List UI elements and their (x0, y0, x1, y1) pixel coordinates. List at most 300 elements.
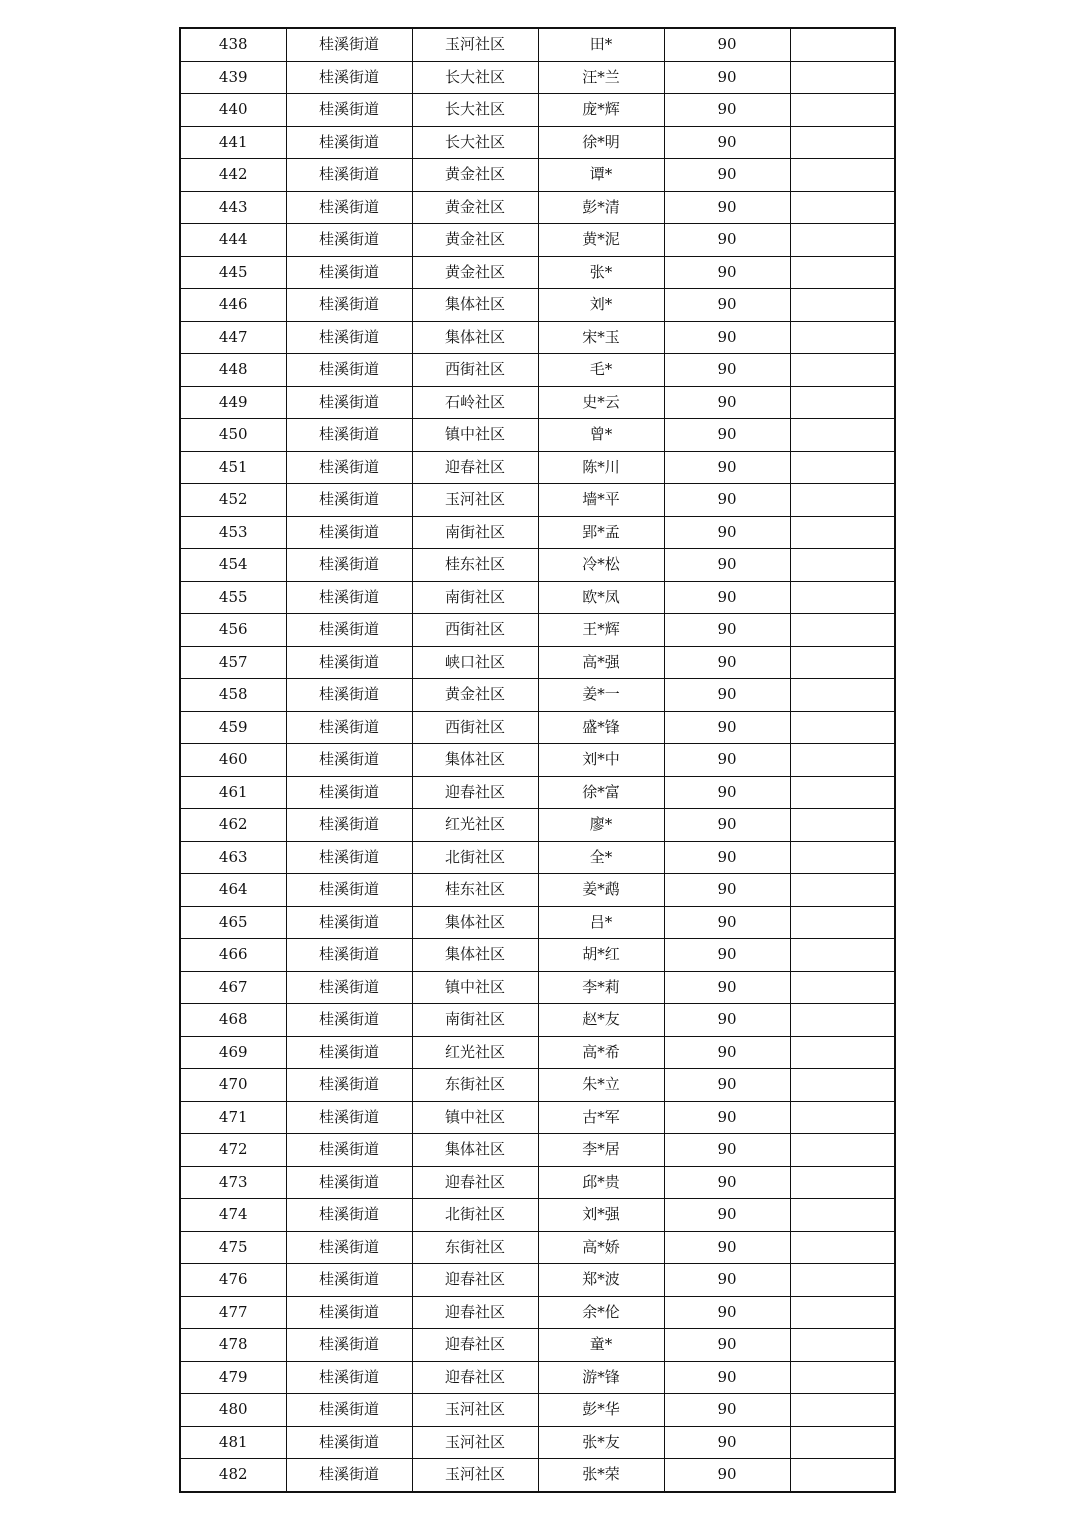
name-cell: 高*希 (538, 1036, 664, 1069)
score-cell: 90 (664, 256, 790, 289)
community-cell: 集体社区 (412, 321, 538, 354)
serial-number-cell: 472 (180, 1134, 286, 1167)
name-cell: 黄*泥 (538, 224, 664, 257)
score-cell: 90 (664, 1036, 790, 1069)
serial-number-cell: 475 (180, 1231, 286, 1264)
table-row (180, 776, 895, 809)
score-cell: 90 (664, 1264, 790, 1297)
serial-number-cell: 458 (180, 679, 286, 712)
street-cell: 桂溪街道 (286, 126, 412, 159)
name-cell: 盛*锋 (538, 711, 664, 744)
table-row (180, 354, 895, 387)
score-cell: 90 (664, 354, 790, 387)
name-cell: 吕* (538, 906, 664, 939)
community-cell: 东街社区 (412, 1231, 538, 1264)
street-cell: 桂溪街道 (286, 419, 412, 452)
community-cell: 迎春社区 (412, 1329, 538, 1362)
remarks-cell (790, 1069, 895, 1102)
remarks-cell (790, 776, 895, 809)
community-cell: 桂东社区 (412, 874, 538, 907)
name-cell: 刘* (538, 289, 664, 322)
remarks-cell (790, 516, 895, 549)
remarks-cell (790, 126, 895, 159)
community-cell: 迎春社区 (412, 1361, 538, 1394)
score-cell: 90 (664, 614, 790, 647)
remarks-cell (790, 906, 895, 939)
community-cell: 玉河社区 (412, 1459, 538, 1492)
table-row (180, 1004, 895, 1037)
remarks-cell (790, 1459, 895, 1492)
name-cell: 张*荣 (538, 1459, 664, 1492)
table-row (180, 321, 895, 354)
street-cell: 桂溪街道 (286, 711, 412, 744)
serial-number-cell: 439 (180, 61, 286, 94)
name-cell: 郑*波 (538, 1264, 664, 1297)
street-cell: 桂溪街道 (286, 549, 412, 582)
serial-number-cell: 476 (180, 1264, 286, 1297)
table-row (180, 1394, 895, 1427)
street-cell: 桂溪街道 (286, 809, 412, 842)
name-cell: 王*辉 (538, 614, 664, 647)
remarks-cell (790, 321, 895, 354)
name-cell: 史*云 (538, 386, 664, 419)
score-cell: 90 (664, 906, 790, 939)
name-cell: 李*莉 (538, 971, 664, 1004)
community-cell: 南街社区 (412, 516, 538, 549)
community-cell: 迎春社区 (412, 776, 538, 809)
score-cell: 90 (664, 1361, 790, 1394)
score-cell: 90 (664, 94, 790, 127)
community-cell: 西街社区 (412, 711, 538, 744)
score-cell: 90 (664, 581, 790, 614)
community-cell: 镇中社区 (412, 1101, 538, 1134)
street-cell: 桂溪街道 (286, 451, 412, 484)
table-row (180, 906, 895, 939)
name-cell: 李*居 (538, 1134, 664, 1167)
remarks-cell (790, 289, 895, 322)
serial-number-cell: 454 (180, 549, 286, 582)
street-cell: 桂溪街道 (286, 61, 412, 94)
table-row (180, 874, 895, 907)
remarks-cell (790, 874, 895, 907)
table-row (180, 939, 895, 972)
serial-number-cell: 459 (180, 711, 286, 744)
remarks-cell (790, 191, 895, 224)
serial-number-cell: 444 (180, 224, 286, 257)
remarks-cell (790, 484, 895, 517)
community-cell: 集体社区 (412, 906, 538, 939)
serial-number-cell: 446 (180, 289, 286, 322)
serial-number-cell: 451 (180, 451, 286, 484)
street-cell: 桂溪街道 (286, 256, 412, 289)
community-cell: 桂东社区 (412, 549, 538, 582)
roster-table (179, 27, 896, 1493)
street-cell: 桂溪街道 (286, 1426, 412, 1459)
street-cell: 桂溪街道 (286, 874, 412, 907)
street-cell: 桂溪街道 (286, 841, 412, 874)
serial-number-cell: 462 (180, 809, 286, 842)
community-cell: 西街社区 (412, 614, 538, 647)
street-cell: 桂溪街道 (286, 484, 412, 517)
street-cell: 桂溪街道 (286, 1101, 412, 1134)
remarks-cell (790, 581, 895, 614)
score-cell: 90 (664, 776, 790, 809)
community-cell: 黄金社区 (412, 256, 538, 289)
name-cell: 冷*松 (538, 549, 664, 582)
street-cell: 桂溪街道 (286, 906, 412, 939)
score-cell: 90 (664, 289, 790, 322)
street-cell: 桂溪街道 (286, 28, 412, 61)
score-cell: 90 (664, 809, 790, 842)
serial-number-cell: 480 (180, 1394, 286, 1427)
street-cell: 桂溪街道 (286, 191, 412, 224)
score-cell: 90 (664, 1134, 790, 1167)
table-row (180, 646, 895, 679)
serial-number-cell: 448 (180, 354, 286, 387)
street-cell: 桂溪街道 (286, 1264, 412, 1297)
table-row (180, 841, 895, 874)
serial-number-cell: 482 (180, 1459, 286, 1492)
name-cell: 墙*平 (538, 484, 664, 517)
serial-number-cell: 452 (180, 484, 286, 517)
name-cell: 全* (538, 841, 664, 874)
serial-number-cell: 461 (180, 776, 286, 809)
remarks-cell (790, 809, 895, 842)
street-cell: 桂溪街道 (286, 354, 412, 387)
community-cell: 南街社区 (412, 581, 538, 614)
community-cell: 东街社区 (412, 1069, 538, 1102)
score-cell: 90 (664, 1101, 790, 1134)
table-row (180, 744, 895, 777)
street-cell: 桂溪街道 (286, 1296, 412, 1329)
table-row (180, 1101, 895, 1134)
table-row (180, 419, 895, 452)
score-cell: 90 (664, 1199, 790, 1232)
table-row (180, 679, 895, 712)
remarks-cell (790, 971, 895, 1004)
remarks-cell (790, 61, 895, 94)
remarks-cell (790, 1264, 895, 1297)
street-cell: 桂溪街道 (286, 744, 412, 777)
street-cell: 桂溪街道 (286, 321, 412, 354)
score-cell: 90 (664, 1069, 790, 1102)
serial-number-cell: 442 (180, 159, 286, 192)
serial-number-cell: 445 (180, 256, 286, 289)
street-cell: 桂溪街道 (286, 1004, 412, 1037)
serial-number-cell: 478 (180, 1329, 286, 1362)
remarks-cell (790, 1199, 895, 1232)
remarks-cell (790, 1101, 895, 1134)
name-cell: 邱*贵 (538, 1166, 664, 1199)
remarks-cell (790, 1134, 895, 1167)
street-cell: 桂溪街道 (286, 776, 412, 809)
remarks-cell (790, 1426, 895, 1459)
table-row (180, 224, 895, 257)
street-cell: 桂溪街道 (286, 289, 412, 322)
name-cell: 郢*孟 (538, 516, 664, 549)
community-cell: 黄金社区 (412, 679, 538, 712)
community-cell: 长大社区 (412, 61, 538, 94)
score-cell: 90 (664, 1004, 790, 1037)
table-row (180, 191, 895, 224)
street-cell: 桂溪街道 (286, 1361, 412, 1394)
remarks-cell (790, 28, 895, 61)
serial-number-cell: 449 (180, 386, 286, 419)
serial-number-cell: 474 (180, 1199, 286, 1232)
score-cell: 90 (664, 1426, 790, 1459)
serial-number-cell: 468 (180, 1004, 286, 1037)
remarks-cell (790, 679, 895, 712)
community-cell: 迎春社区 (412, 1296, 538, 1329)
street-cell: 桂溪街道 (286, 1134, 412, 1167)
table-row (180, 1166, 895, 1199)
name-cell: 游*锋 (538, 1361, 664, 1394)
score-cell: 90 (664, 28, 790, 61)
street-cell: 桂溪街道 (286, 581, 412, 614)
community-cell: 集体社区 (412, 939, 538, 972)
community-cell: 黄金社区 (412, 224, 538, 257)
table-row (180, 386, 895, 419)
name-cell: 宋*玉 (538, 321, 664, 354)
table-row (180, 581, 895, 614)
table-row (180, 1199, 895, 1232)
remarks-cell (790, 354, 895, 387)
remarks-cell (790, 841, 895, 874)
table-row (180, 1296, 895, 1329)
score-cell: 90 (664, 159, 790, 192)
community-cell: 黄金社区 (412, 191, 538, 224)
table-row (180, 1426, 895, 1459)
score-cell: 90 (664, 711, 790, 744)
remarks-cell (790, 1394, 895, 1427)
serial-number-cell: 466 (180, 939, 286, 972)
remarks-cell (790, 419, 895, 452)
name-cell: 徐*明 (538, 126, 664, 159)
name-cell: 彭*清 (538, 191, 664, 224)
remarks-cell (790, 939, 895, 972)
name-cell: 毛* (538, 354, 664, 387)
remarks-cell (790, 646, 895, 679)
serial-number-cell: 470 (180, 1069, 286, 1102)
community-cell: 集体社区 (412, 744, 538, 777)
table-row (180, 1231, 895, 1264)
name-cell: 汪*兰 (538, 61, 664, 94)
community-cell: 黄金社区 (412, 159, 538, 192)
community-cell: 红光社区 (412, 1036, 538, 1069)
community-cell: 玉河社区 (412, 484, 538, 517)
street-cell: 桂溪街道 (286, 224, 412, 257)
table-row (180, 126, 895, 159)
remarks-cell (790, 1036, 895, 1069)
street-cell: 桂溪街道 (286, 646, 412, 679)
name-cell: 谭* (538, 159, 664, 192)
score-cell: 90 (664, 484, 790, 517)
community-cell: 玉河社区 (412, 1394, 538, 1427)
name-cell: 徐*富 (538, 776, 664, 809)
street-cell: 桂溪街道 (286, 159, 412, 192)
serial-number-cell: 465 (180, 906, 286, 939)
street-cell: 桂溪街道 (286, 614, 412, 647)
score-cell: 90 (664, 1166, 790, 1199)
serial-number-cell: 447 (180, 321, 286, 354)
table-row (180, 1361, 895, 1394)
serial-number-cell: 471 (180, 1101, 286, 1134)
remarks-cell (790, 1231, 895, 1264)
table-row (180, 516, 895, 549)
score-cell: 90 (664, 1459, 790, 1492)
street-cell: 桂溪街道 (286, 1036, 412, 1069)
table-row (180, 1459, 895, 1492)
score-cell: 90 (664, 1296, 790, 1329)
score-cell: 90 (664, 191, 790, 224)
name-cell: 庞*辉 (538, 94, 664, 127)
serial-number-cell: 441 (180, 126, 286, 159)
score-cell: 90 (664, 61, 790, 94)
score-cell: 90 (664, 1329, 790, 1362)
remarks-cell (790, 256, 895, 289)
serial-number-cell: 440 (180, 94, 286, 127)
score-cell: 90 (664, 841, 790, 874)
community-cell: 北街社区 (412, 841, 538, 874)
remarks-cell (790, 744, 895, 777)
community-cell: 长大社区 (412, 126, 538, 159)
name-cell: 陈*川 (538, 451, 664, 484)
table-row (180, 711, 895, 744)
remarks-cell (790, 159, 895, 192)
score-cell: 90 (664, 874, 790, 907)
serial-number-cell: 456 (180, 614, 286, 647)
table-row (180, 1069, 895, 1102)
remarks-cell (790, 386, 895, 419)
remarks-cell (790, 224, 895, 257)
score-cell: 90 (664, 126, 790, 159)
score-cell: 90 (664, 321, 790, 354)
community-cell: 南街社区 (412, 1004, 538, 1037)
street-cell: 桂溪街道 (286, 1459, 412, 1492)
serial-number-cell: 467 (180, 971, 286, 1004)
serial-number-cell: 463 (180, 841, 286, 874)
community-cell: 镇中社区 (412, 419, 538, 452)
street-cell: 桂溪街道 (286, 679, 412, 712)
community-cell: 迎春社区 (412, 451, 538, 484)
table-row (180, 256, 895, 289)
street-cell: 桂溪街道 (286, 94, 412, 127)
street-cell: 桂溪街道 (286, 1166, 412, 1199)
roster-table-body (180, 28, 895, 1492)
table-row (180, 94, 895, 127)
name-cell: 彭*华 (538, 1394, 664, 1427)
street-cell: 桂溪街道 (286, 1199, 412, 1232)
community-cell: 峡口社区 (412, 646, 538, 679)
remarks-cell (790, 549, 895, 582)
name-cell: 童* (538, 1329, 664, 1362)
serial-number-cell: 443 (180, 191, 286, 224)
remarks-cell (790, 1329, 895, 1362)
score-cell: 90 (664, 549, 790, 582)
table-row (180, 159, 895, 192)
score-cell: 90 (664, 419, 790, 452)
community-cell: 长大社区 (412, 94, 538, 127)
remarks-cell (790, 614, 895, 647)
score-cell: 90 (664, 451, 790, 484)
name-cell: 刘*强 (538, 1199, 664, 1232)
name-cell: 高*强 (538, 646, 664, 679)
street-cell: 桂溪街道 (286, 939, 412, 972)
street-cell: 桂溪街道 (286, 1394, 412, 1427)
street-cell: 桂溪街道 (286, 1069, 412, 1102)
table-row (180, 1264, 895, 1297)
table-row (180, 549, 895, 582)
name-cell: 张*友 (538, 1426, 664, 1459)
remarks-cell (790, 711, 895, 744)
score-cell: 90 (664, 1231, 790, 1264)
street-cell: 桂溪街道 (286, 1329, 412, 1362)
community-cell: 玉河社区 (412, 28, 538, 61)
name-cell: 欧*凤 (538, 581, 664, 614)
table-row (180, 809, 895, 842)
community-cell: 集体社区 (412, 289, 538, 322)
serial-number-cell: 453 (180, 516, 286, 549)
serial-number-cell: 481 (180, 1426, 286, 1459)
remarks-cell (790, 1296, 895, 1329)
score-cell: 90 (664, 971, 790, 1004)
table-row (180, 971, 895, 1004)
name-cell: 廖* (538, 809, 664, 842)
table-row (180, 1134, 895, 1167)
serial-number-cell: 450 (180, 419, 286, 452)
table-row (180, 614, 895, 647)
name-cell: 赵*友 (538, 1004, 664, 1037)
serial-number-cell: 464 (180, 874, 286, 907)
table-row (180, 1329, 895, 1362)
score-cell: 90 (664, 1394, 790, 1427)
name-cell: 田* (538, 28, 664, 61)
score-cell: 90 (664, 679, 790, 712)
name-cell: 朱*立 (538, 1069, 664, 1102)
name-cell: 胡*红 (538, 939, 664, 972)
score-cell: 90 (664, 744, 790, 777)
serial-number-cell: 438 (180, 28, 286, 61)
community-cell: 迎春社区 (412, 1166, 538, 1199)
score-cell: 90 (664, 386, 790, 419)
street-cell: 桂溪街道 (286, 1231, 412, 1264)
table-row (180, 1036, 895, 1069)
community-cell: 西街社区 (412, 354, 538, 387)
score-cell: 90 (664, 939, 790, 972)
name-cell: 刘*中 (538, 744, 664, 777)
table-row (180, 28, 895, 61)
name-cell: 姜*鹉 (538, 874, 664, 907)
serial-number-cell: 457 (180, 646, 286, 679)
name-cell: 高*娇 (538, 1231, 664, 1264)
serial-number-cell: 477 (180, 1296, 286, 1329)
remarks-cell (790, 451, 895, 484)
remarks-cell (790, 1166, 895, 1199)
community-cell: 镇中社区 (412, 971, 538, 1004)
table-row (180, 451, 895, 484)
community-cell: 红光社区 (412, 809, 538, 842)
community-cell: 迎春社区 (412, 1264, 538, 1297)
community-cell: 北街社区 (412, 1199, 538, 1232)
serial-number-cell: 455 (180, 581, 286, 614)
serial-number-cell: 469 (180, 1036, 286, 1069)
score-cell: 90 (664, 516, 790, 549)
remarks-cell (790, 1004, 895, 1037)
name-cell: 姜*一 (538, 679, 664, 712)
score-cell: 90 (664, 224, 790, 257)
serial-number-cell: 473 (180, 1166, 286, 1199)
score-cell: 90 (664, 646, 790, 679)
